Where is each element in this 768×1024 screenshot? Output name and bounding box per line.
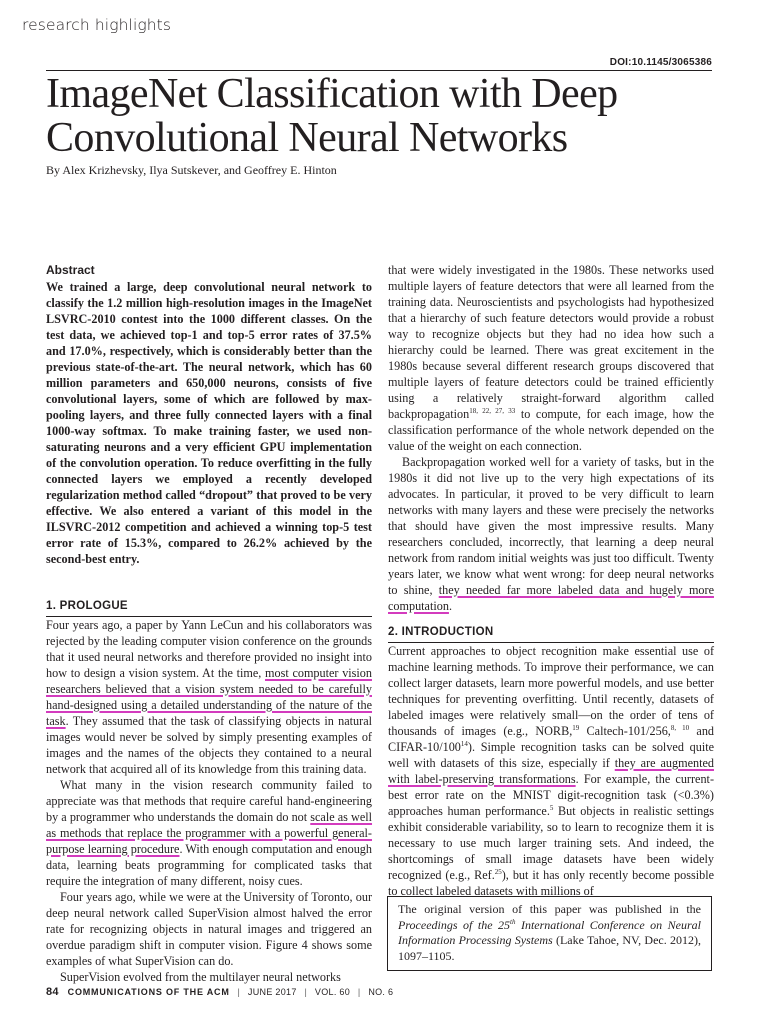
abstract-text: We trained a large, deep convolutional neural network to classify the 1.2 million high-resolution images in the ImageNet LSVRC-2010 contest into the 1000 different classes. On the test data, we achieved top-1 and top-5 error rates of 37.5% and 17.0%, respectively, which is considerably better than the previous state-of-the-art. The neural network, which has 60 million parameters and 650,000 neurons, consists of five convolutional layers, some of which are followed by max-pooling layers, and three fully connected layers with a final 1000-way softmax. To make training faster, we used non-saturating neurons and a very efficient GPU implementation of the convolution operation. To reduce overfitting in the fully connected layers we employed a recently developed regularization method called “dropout” that proved to be very effective. We also entered a variant of this model in the ILSVRC-2012 competition and achieved a winning top-5 test error rate of 15.3%, compared to 26.2% achieved by the second-best entry. xyxy=(46,280,372,566)
page-number: 84 xyxy=(46,986,59,998)
volume-number: VOL. 60 xyxy=(314,987,351,997)
issue-date: JUNE 2017 xyxy=(247,987,297,997)
citation-ref[interactable]: 25 xyxy=(494,867,502,876)
issue-number: NO. 6 xyxy=(368,987,394,997)
section-label: research highlights xyxy=(22,16,172,34)
page-footer xyxy=(46,986,393,998)
introduction-heading: 2. INTRODUCTION xyxy=(388,624,714,643)
citation-ref[interactable]: 14 xyxy=(460,739,468,748)
right-column xyxy=(388,262,714,899)
prologue-paragraph-4: SuperVision evolved from the multilayer neural networks xyxy=(60,970,341,984)
highlighted-text: they are augmented with label-preserving transformations xyxy=(388,756,714,786)
footer-separator: | xyxy=(304,987,308,997)
article-title: ImageNet Classification with Deep Convolutional Neural Networks xyxy=(46,71,618,161)
prologue-paragraph-1: Four years ago, a paper by Yann LeCun and his collaborators was rejected by the leading computer vision conference on the grounds that it used neural networks and therefore provided no insight into how to design a vision system. At the time, most computer vision researchers believed that a vision system needed to be carefully hand-designed using a detailed understanding of the nature of the task. They assumed that the task of classifying objects in natural images would never be solved by simply presenting examples of images and the names of the objects they contained to a neural network that acquired all of its knowledge from this training data. xyxy=(46,618,372,776)
citation-ref[interactable]: 5 xyxy=(549,803,554,812)
highlighted-text: most computer vision researchers believed that a vision system needed to be carefully hand-designed using a detailed understanding of the nature of the task xyxy=(46,666,372,728)
left-column xyxy=(46,262,372,985)
original-version-notice: The original version of this paper was published in the Proceedings of the 25th International Conference on Neural Information Processing Systems (Lake Tahoe, NV, Dec. 2012), 1097–1105. xyxy=(387,896,712,971)
article-authors: By Alex Krizhevsky, Ilya Sutskever, and Geoffrey E. Hinton xyxy=(46,163,337,177)
introduction-paragraph: Current approaches to object recognition make essential use of machine learning methods. To improve their performance, we can collect larger datasets, learn more powerful models, and use better techniques for preventing overfitting. Until recently, datasets of labeled images were relatively small—on the order of tens of thousands of images (e.g., NORB,$^{19}$ Caltech-101/256,$^{8, 10}$ and CIFAR-$10/100^{14}$). Simple recognition tasks can be solved quite well with datasets of this size, especially if they are augmented with label-preserving transformations. For example, the current-best error rate on the MNIST digit-recognition task (<0.3%) approaches human performance.$^5$ But objects in realistic settings exhibit considerable variability, so to learn to recognize them it is necessary to use much larger training sets. And indeed, the shortcomings of small image datasets have been widely recognized (e.g., Ref.$^{25}$), but it has only recently become possible to collect labeled datasets with millions of xyxy=(388,644,715,898)
highlighted-text: they needed far more labeled data and hugely more computation xyxy=(388,583,714,613)
citation-ref[interactable]: 18, 22, 27, 33 xyxy=(469,406,516,415)
citation-ref[interactable]: 8, 10 xyxy=(670,723,690,732)
footer-separator: | xyxy=(357,987,361,997)
doi-label[interactable]: DOI:10.1145/3065386 xyxy=(609,57,712,68)
history-paragraph-1: that were widely investigated in the 1980s. These networks used multiple layers of feature detectors that were all learned from the training data. Neuroscientists and psychologists had hypothesized that a hierarchy of such feature detectors would provide a robust way to recognize objects but they had no idea how such a hierarchy could be learned. There was great excitement in the 1980s because several different research groups discovered that multiple layers of feature detectors could be trained efficiently using a relatively straight-forward algorithm called backpropagation$^{18, 22, 27, 33}$ to compute, for each image, how the classification performance of the whole network depended on the value of the weight on each connection. xyxy=(388,263,715,453)
citation-ref[interactable]: 19 xyxy=(572,723,580,732)
prologue-paragraph-2: What many in the vision research community failed to appreciate was that methods that require careful hand-engineering by a programmer who understands the domain do not scale as well as methods that replace the programmer with a powerful general-purpose learning procedure. With enough computation and enough data, learning beats programming for complicated tasks that require the integration of many different, noisy cues. xyxy=(46,778,373,888)
prologue-paragraph-3: Four years ago, while we were at the University of Toronto, our deep neural network called SuperVision almost halved the error rate for recognizing objects in natural images and triggered an overdue paradigm shift in computer vision. Figure 4 shows some examples of what SuperVision can do. xyxy=(46,890,372,968)
footer-separator: | xyxy=(237,987,241,997)
highlighted-text: scale as well as methods that replace the programmer with a powerful general-purpose learning procedure xyxy=(46,810,373,856)
abstract-heading: Abstract xyxy=(46,263,95,277)
prologue-heading: 1. PROLOGUE xyxy=(46,598,372,617)
history-paragraph-2: Backpropagation worked well for a variety of tasks, but in the 1980s it did not live up to the very high expectations of its advocates. In particular, it proved to be very difficult to learn networks with many layers and these were precisely the networks that should have given the most impressive results. Many researchers concluded, incorrectly, that learning a deep neural network from random initial weights was just too difficult. Twenty years later, we know what went wrong: for deep neural networks to shine, they needed far more labeled data and hugely more computation. xyxy=(388,455,714,613)
journal-name: COMMUNICATIONS OF THE ACM xyxy=(67,987,230,997)
